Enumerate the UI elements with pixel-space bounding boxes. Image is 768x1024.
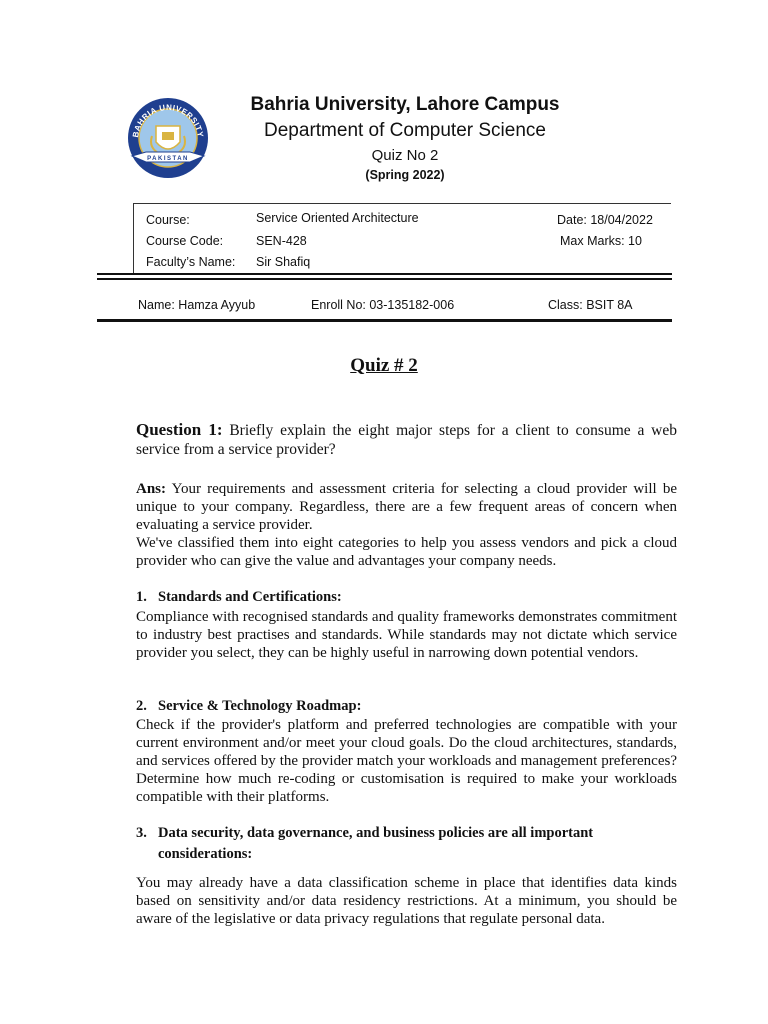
section-1-heading [136, 587, 677, 608]
divider-thin [97, 273, 672, 275]
logo-arc-top-text: BAHRIA UNIVERSITY [131, 102, 205, 139]
section-1-title: Standards and Certifications: [158, 589, 342, 605]
section-2-body: Check if the provider's platform and preferred technologies are compatible with your current environment and/or meet your cloud goals. Do the cloud architectures, standards, and services offered by the provider match your workloads and management preferences? Determine how much re-coding or customisation is required to make your workloads compatible with their platforms. [136, 717, 677, 805]
divider-thin-2 [97, 278, 672, 280]
class: Class: BSIT 8A [548, 298, 633, 312]
section-1-body: Compliance with recognised standards and quality frameworks demonstrates commitment to industry best practises and standards. While standards may not dictate which service provider you select, they can be highly useful in narrowing down potential vendors. [136, 609, 677, 661]
logo-arc-bottom-text: PAKISTAN [147, 156, 189, 162]
section-3-body: You may already have a data classification scheme in place that identifies data kinds based on sensitivity and/or data residency restrictions. At a minimum, you should be aware of the legislative or data privacy regulations that regulate personal data. [136, 875, 677, 927]
enroll-number: Enroll No: 03-135182-006 [311, 298, 455, 312]
university-name: Bahria University, Lahore Campus [250, 94, 560, 115]
section-3-heading [136, 823, 677, 865]
info-box-left-border [133, 203, 134, 273]
quiz-date: Date: 18/04/2022 [557, 213, 653, 227]
question-text: Briefly explain the eight major steps for a client to consume a web service from a service provider? [136, 422, 677, 458]
max-marks: Max Marks: 10 [560, 234, 642, 248]
answer-paragraph-2: We've classified them into eight categories to help you assess vendors and pick a cloud provider who can give the value and advantages your company needs. [136, 535, 677, 569]
faculty-value: Sir Shafiq [256, 255, 311, 269]
student-name: Name: Hamza Ayyub [138, 298, 256, 312]
section-2-title: Service & Technology Roadmap: [158, 698, 362, 714]
course-value: Service Oriented Architecture [256, 211, 419, 225]
answer-label: Ans: [136, 481, 167, 497]
question-label: Question 1: [136, 420, 223, 439]
term: (Spring 2022) [365, 168, 445, 182]
course-code-label: Course Code: [146, 234, 224, 248]
quiz-title [0, 355, 768, 377]
section-3-title: Data security, data governance, and business policies are all important considerations: [158, 825, 594, 862]
section-2-heading [136, 696, 677, 717]
section-3-number: 3. [136, 825, 147, 841]
course-code-value: SEN-428 [256, 234, 307, 248]
answer-paragraph-1 [136, 480, 677, 534]
section-1-number: 1. [136, 589, 147, 605]
quiz-title-text: Quiz # 2 [350, 355, 418, 376]
answer-text-1: Your requirements and assessment criteria for selecting a cloud provider will be unique to your company. Regardless, there are a few frequent areas of concern when evaluating a service provider. [136, 481, 677, 533]
question-1 [136, 420, 677, 459]
university-logo [126, 96, 210, 180]
divider-thick [97, 319, 672, 322]
faculty-label: Faculty’s Name: [146, 255, 236, 269]
quiz-number: Quiz No 2 [371, 147, 439, 164]
section-2-number: 2. [136, 698, 147, 714]
department-name: Department of Computer Science [264, 120, 546, 141]
info-box-top-border [133, 203, 671, 204]
course-label: Course: [146, 213, 190, 227]
